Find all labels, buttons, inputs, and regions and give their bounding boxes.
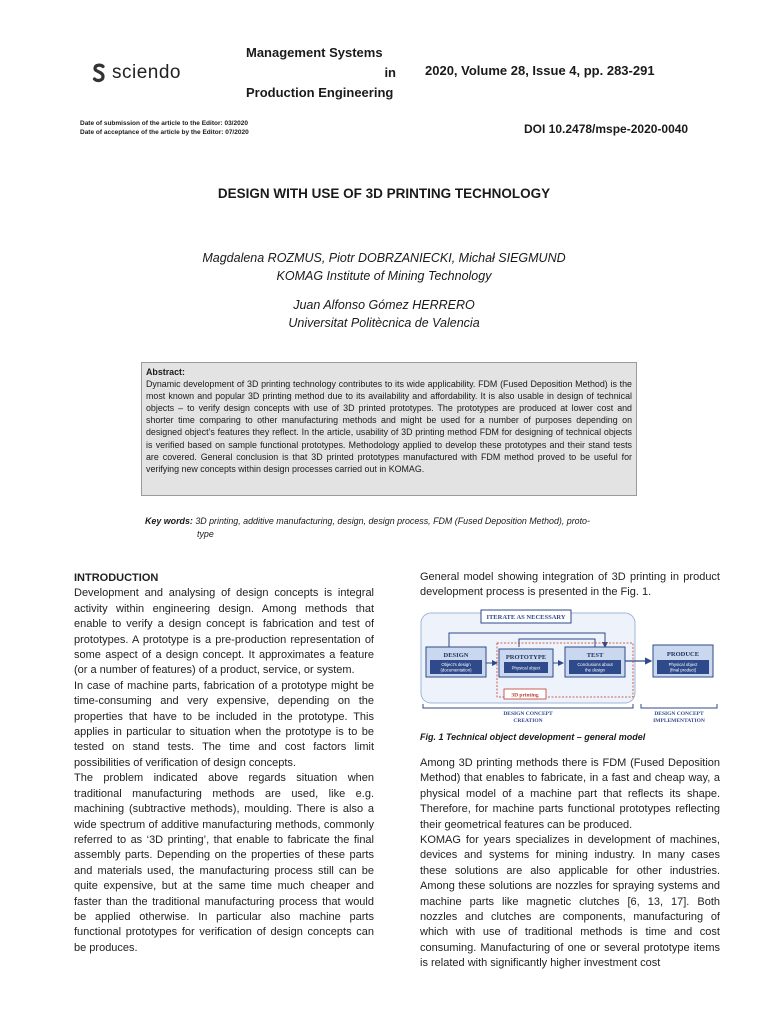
issue-info: 2020, Volume 28, Issue 4, pp. 283-291	[425, 63, 655, 78]
abstract-heading: Abstract:	[146, 367, 185, 377]
iterate-label: ITERATE AS NECESSARY	[486, 614, 566, 621]
author-group-1	[0, 249, 768, 285]
keywords-line-2: type	[197, 529, 214, 539]
author-affiliation: KOMAG Institute of Mining Technology	[276, 269, 492, 283]
test-sub-1: Conclusions about	[577, 662, 613, 667]
test-sub-2: the design	[585, 667, 605, 673]
doi[interactable]: DOI 10.2478/mspe-2020-0040	[524, 122, 689, 136]
prototype-sub: Physical object	[511, 665, 541, 671]
paragraph: The problem indicated above regards situation when traditional manufacturing methods are used, like e.g. machining (subtractive methods), moulding. There is also a wide spectrum of additive manufacturing methods, commonly referred to as ‘3D printing’, that enable to fabricate the final assembly parts. Depending on the properties of these parts and materials used, the manufacturing process still can be quite expensive, but at the same time much cheaper and faster than the traditional manufacturing process that would be applied otherwise. In particular also machine parts functional prototypes for verification of design concepts can be produces.	[74, 772, 374, 954]
journal-line-1: Management Systems	[246, 45, 383, 60]
creation-label-1: DESIGN CONCEPT	[503, 711, 553, 717]
paragraph: Among 3D printing methods there is FDM (Fused Deposition Method) that enables to fabricate, in a fast and cheap way, a physical model of a machine part that reflects its shape. Therefore, for machine parts functional prototypes reflecting their geometrical features can be produced.	[420, 757, 720, 831]
author-affiliation: Universitat Politècnica de Valencia	[288, 316, 480, 330]
bracket-creation	[423, 704, 633, 708]
bracket-implementation	[641, 704, 717, 708]
printing-label: 3D printing	[511, 692, 539, 699]
produce-sub-1: Physical object	[668, 662, 698, 667]
author-group-2	[0, 296, 768, 332]
journal-name	[246, 43, 396, 103]
figure-1-diagram	[419, 609, 721, 725]
author-names: Magdalena ROZMUS, Piotr DOBRZANIECKI, Michał SIEGMUND	[202, 251, 566, 265]
keywords	[145, 515, 675, 541]
article-dates	[80, 119, 249, 137]
design-sub-1: Object’s design	[441, 662, 471, 667]
publisher-logo	[92, 62, 181, 84]
left-column	[74, 571, 374, 956]
paragraph: In case of machine parts, fabrication of a prototype might be time-consuming and very expensive, depending on the properties that have to be included in the prototype. This applies in particular to situation when the prototype is to be tested on stand tests. The time and cost factors limit possibilities of verification of design concepts.	[74, 679, 374, 769]
journal-line-2: in	[384, 65, 396, 80]
design-sub-2: (documentation)	[440, 667, 472, 673]
author-names: Juan Alfonso Gómez HERRERO	[293, 298, 475, 312]
acceptance-date: Date of acceptance of the article by the Editor: 07/2020	[80, 129, 249, 136]
right-column-body	[420, 756, 720, 972]
test-label: TEST	[586, 652, 604, 659]
implementation-label-2: IMPLEMENTATION	[653, 718, 705, 724]
implementation-label-1: DESIGN CONCEPT	[654, 711, 704, 717]
figure-intro-text: General model showing integration of 3D printing in product development process is presented in the Fig. 1.	[420, 571, 720, 599]
prototype-label: PROTOTYPE	[505, 654, 547, 661]
abstract-box	[141, 362, 637, 496]
abstract-text: Dynamic development of 3D printing technology contributes to its wide applicability. FDM (Fused Deposition Method) is the most known and popular 3D printing method due to its availability and affordability. It is also usable in design of technical objects – to verify design concepts with use of 3D printed prototypes. The prototypes are produced at lower cost and shorter time comparing to other manufacturing methods and might be used for a number of purposes depending on designed object’s features they reflect. In the article, usability of 3D printing method FDM for designing of technical objects is verified based on sample functional prototypes. Methodology applied to develop these prototypes and their stand tests are covered. General conclusion is that 3D printed prototypes manufactured with FDM method proved to be useful for verifying new concepts within design processes carried out in KOMAG.	[146, 379, 632, 474]
design-label: DESIGN	[443, 652, 469, 659]
produce-label: PRODUCE	[666, 651, 700, 658]
sciendo-logo-icon	[92, 63, 106, 83]
paragraph: Development and analysing of design concepts is integral activity within engineering design. Among methods that enable to verify a design concept is fabrication and test of prototypes. A prototype is a pre-production representation of some aspect of a design concept. It approximates a feature (or a number of features) of a product, service, or system.	[74, 587, 374, 677]
paper-title: DESIGN WITH USE OF 3D PRINTING TECHNOLOGY	[217, 186, 551, 201]
keywords-label: Key words:	[145, 516, 193, 526]
section-heading-introduction: INTRODUCTION	[74, 572, 159, 584]
keywords-line-1: 3D printing, additive manufacturing, design, design process, FDM (Fused Deposition Method), proto-	[195, 516, 590, 526]
figure-caption: Fig. 1 Technical object development – general model	[420, 732, 646, 742]
submission-date: Date of submission of the article to the Editor: 03/2020	[80, 120, 248, 127]
logo-text: sciendo	[112, 62, 181, 83]
produce-sub-2: (final product)	[669, 667, 697, 673]
journal-line-3: Production Engineering	[246, 85, 394, 100]
creation-label-2: CREATION	[513, 718, 543, 724]
paragraph: KOMAG for years specializes in development of machines, devices and systems for mining industry. In many cases these solutions are also applicable for other industries. Among these solutions are nozzles for spraying systems and machine parts like magnetic clutches [6, 13, 17]. Both nozzles and clutches are components, manufacturing of which with use of traditional methods is time and cost consuming. Manufacturing of one or several prototype items is related with significantly higher investment cost	[420, 834, 720, 970]
